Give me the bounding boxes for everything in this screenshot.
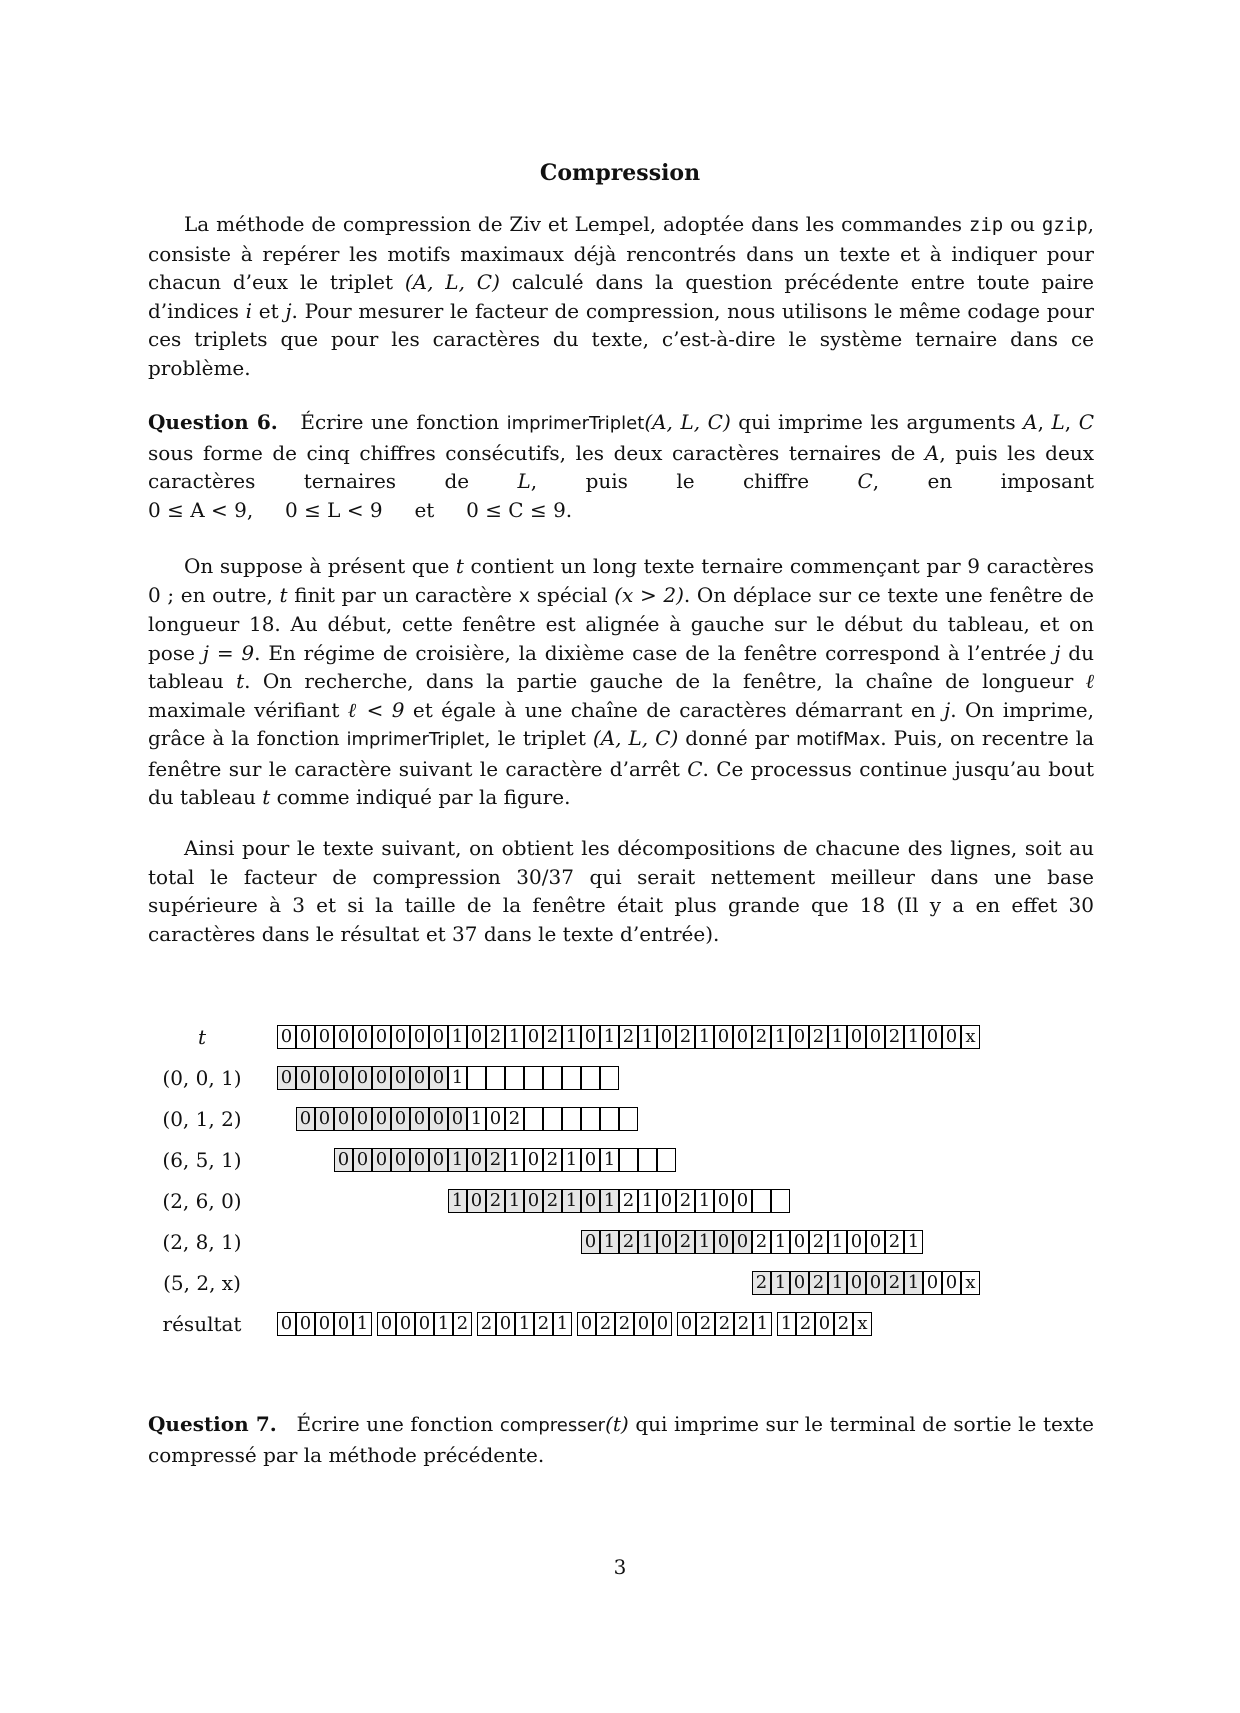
array-cell: 2 <box>543 1189 562 1213</box>
window-paragraph <box>148 552 1094 812</box>
question-7 <box>148 1410 1094 1469</box>
array-cell: 1 <box>904 1025 923 1049</box>
array-cell <box>600 1066 619 1090</box>
q6-text: Écrire une fonction <box>300 410 507 434</box>
zip-command: zip <box>968 214 1004 236</box>
array-cell: 2 <box>534 1312 553 1336</box>
array-cell: 0 <box>372 1025 391 1049</box>
p3-text: On suppose à présent que <box>184 554 456 578</box>
array-cell: 2 <box>809 1271 828 1295</box>
array-cell: 0 <box>391 1066 410 1090</box>
array-cell <box>581 1107 600 1131</box>
array-cell: 2 <box>486 1025 505 1049</box>
q6-text: sous forme de cinq chiffres consécutifs, les deux caractères ternaires de <box>148 440 925 465</box>
array-cell: 0 <box>581 1025 600 1049</box>
array-cell: 0 <box>353 1025 372 1049</box>
array-cell: 0 <box>942 1271 961 1295</box>
array-cell: 0 <box>315 1312 334 1336</box>
p3-text: . On recherche, dans la partie gauche de la fenêtre, la chaîne de longueur <box>244 669 1086 693</box>
q7-args: (t) <box>605 1412 629 1436</box>
array-cell <box>524 1107 543 1131</box>
array-cell: 2 <box>453 1312 472 1336</box>
array-cell: 0 <box>524 1189 543 1213</box>
array-cell: 2 <box>734 1312 753 1336</box>
q6-conditions: 0 ≤ A < 9, 0 ≤ L < 9 et 0 ≤ C ≤ 9. <box>148 497 573 522</box>
array-cell: 1 <box>553 1312 572 1336</box>
array-cell: 1 <box>448 1148 467 1172</box>
q6-text: , <box>1064 410 1079 434</box>
array-cell: 0 <box>790 1271 809 1295</box>
q7-text: qui imprime sur le terminal de sortie le texte compressé par la méthode précédente. <box>148 1412 1094 1467</box>
array-cell: 2 <box>715 1312 734 1336</box>
intro-paragraph <box>148 210 1094 382</box>
math-t: t <box>455 554 464 578</box>
array-cell: 0 <box>391 1107 410 1131</box>
array-cell: 2 <box>477 1312 496 1336</box>
array-cell: 0 <box>714 1230 733 1254</box>
array-cell: 0 <box>296 1025 315 1049</box>
p3-text: . On déplace sur ce texte une fenêtre de longueur 18. Au début, cette fenêtre est alignée à gauche sur le début du tableau, et on pose <box>148 582 1094 665</box>
array-cell: 0 <box>866 1025 885 1049</box>
array-cell: 1 <box>600 1148 619 1172</box>
array-cell: 2 <box>752 1271 771 1295</box>
array-cell: 1 <box>771 1271 790 1295</box>
array-cell <box>562 1066 581 1090</box>
array-cell: 1 <box>448 1066 467 1090</box>
math-j: j <box>944 697 951 722</box>
page-number: 3 <box>613 1555 627 1579</box>
array-cell: 0 <box>790 1025 809 1049</box>
array-cell: 0 <box>429 1025 448 1049</box>
array-cell: 2 <box>809 1025 828 1049</box>
array-cell: 1 <box>448 1025 467 1049</box>
row-label: (0, 1, 2) <box>162 1107 242 1131</box>
array-cell: 0 <box>391 1148 410 1172</box>
array-cell: 1 <box>904 1271 923 1295</box>
array-cell: 0 <box>677 1312 696 1336</box>
p3-text: contient un long texte ternaire commençant par 9 caractères 0 ; en outre, <box>148 554 1094 607</box>
math-t: t <box>279 582 288 607</box>
array-cell: 2 <box>885 1271 904 1295</box>
array-cell: 1 <box>505 1189 524 1213</box>
array-cell <box>543 1066 562 1090</box>
array-cell: 1 <box>353 1312 372 1336</box>
array-cell: 0 <box>815 1312 834 1336</box>
p3-text: spécial <box>530 582 615 607</box>
array-cell: 2 <box>809 1230 828 1254</box>
array-cell: 2 <box>505 1107 524 1131</box>
q7-text: Écrire une fonction <box>296 1412 500 1436</box>
array-cell: 0 <box>353 1107 372 1131</box>
array-cell: 1 <box>434 1312 453 1336</box>
array-cell: 1 <box>638 1025 657 1049</box>
array-cell: 0 <box>410 1025 429 1049</box>
q6-text: , <box>1037 410 1052 434</box>
array-cell: 0 <box>377 1312 396 1336</box>
array-cell: 0 <box>714 1189 733 1213</box>
array-cell: 2 <box>619 1189 638 1213</box>
array-cell <box>657 1148 676 1172</box>
q6-text: , puis le chiffre <box>530 469 858 493</box>
array-cell: 1 <box>695 1025 714 1049</box>
array-cell: 0 <box>396 1312 415 1336</box>
math-A: A <box>1023 410 1038 434</box>
array-cell: 0 <box>733 1025 752 1049</box>
array-cell: 0 <box>448 1107 467 1131</box>
question-6-label: Question 6. <box>148 410 278 434</box>
q6-text: , en imposant <box>872 469 1094 493</box>
array-cell: 0 <box>467 1025 486 1049</box>
array-cell: 0 <box>410 1107 429 1131</box>
array-cell: 2 <box>885 1230 904 1254</box>
array-cell: 0 <box>296 1066 315 1090</box>
array-cell <box>505 1066 524 1090</box>
p3-text: , le triplet <box>484 726 593 750</box>
array-cell: 0 <box>334 1107 353 1131</box>
p3-text: . On imprime, grâce à la fonction <box>148 697 1094 750</box>
special-char-x: x <box>518 584 531 607</box>
p3-text: du tableau <box>148 640 1094 693</box>
array-cell <box>752 1189 771 1213</box>
array-cell: 0 <box>315 1066 334 1090</box>
array-cell: 2 <box>676 1230 695 1254</box>
array-cell: 0 <box>524 1025 543 1049</box>
triplet-math: (A, L, C) <box>592 726 679 750</box>
array-cell: 1 <box>562 1025 581 1049</box>
triplet-math: (A, L, C) <box>404 270 500 294</box>
array-cell <box>486 1066 505 1090</box>
array-cell: 0 <box>467 1148 486 1172</box>
array-cell: 2 <box>676 1025 695 1049</box>
array-cell: 0 <box>429 1107 448 1131</box>
array-cell: 1 <box>600 1025 619 1049</box>
question-7-label: Question 7. <box>148 1412 277 1436</box>
array-cell: 1 <box>777 1312 796 1336</box>
array-cell: 0 <box>866 1271 885 1295</box>
array-cell: 1 <box>448 1189 467 1213</box>
math-j: j <box>285 298 292 323</box>
array-cell: 0 <box>277 1312 296 1336</box>
math-i: i <box>245 298 253 323</box>
intro-text: calculé dans la question précédente entre toute paire d’indices <box>148 270 1095 323</box>
array-cell <box>771 1189 790 1213</box>
array-cell: 0 <box>296 1312 315 1336</box>
array-cell: 0 <box>581 1148 600 1172</box>
function-motifMax: motifMax <box>796 729 881 750</box>
j-equals: j = 9 <box>202 640 255 665</box>
array-cell: 2 <box>752 1025 771 1049</box>
array-cell: 0 <box>467 1189 486 1213</box>
array-cell: 2 <box>696 1312 715 1336</box>
function-compresser: compresser <box>499 1415 606 1436</box>
array-cell: 0 <box>372 1066 391 1090</box>
intro-text: et <box>252 298 286 323</box>
array-cell: 0 <box>657 1230 676 1254</box>
p3-text: . En régime de croisière, la dixième case de la fenêtre correspond à l’entrée <box>254 640 1055 665</box>
array-cell: 2 <box>834 1312 853 1336</box>
array-cell: 1 <box>600 1189 619 1213</box>
array-cell: 0 <box>790 1230 809 1254</box>
p3-text: comme indiqué par la figure. <box>270 785 571 809</box>
array-cell: 0 <box>429 1066 448 1090</box>
array-cell: 2 <box>486 1189 505 1213</box>
array-cell: 0 <box>923 1025 942 1049</box>
array-cell: 2 <box>885 1025 904 1049</box>
array-cell: x <box>853 1312 872 1336</box>
array-cell <box>467 1066 486 1090</box>
array-cell: 0 <box>410 1148 429 1172</box>
intro-text: ou <box>1003 212 1042 236</box>
math-A: A <box>924 440 940 465</box>
ell-condition: ℓ < 9 <box>347 697 405 722</box>
p3-text: . Ce processus continue jusqu’au bout du tableau <box>148 756 1094 809</box>
array-cell: 0 <box>524 1148 543 1172</box>
array-cell: 0 <box>581 1230 600 1254</box>
array-cell <box>619 1148 638 1172</box>
math-C: C <box>857 469 873 493</box>
array-cell: 0 <box>847 1271 866 1295</box>
row-label: (0, 0, 1) <box>162 1066 242 1090</box>
array-cell: 2 <box>615 1312 634 1336</box>
q6-text: qui imprime les arguments <box>730 410 1024 434</box>
array-cell <box>619 1107 638 1131</box>
array-cell: 1 <box>695 1230 714 1254</box>
array-cell: 0 <box>847 1025 866 1049</box>
math-t: t <box>262 785 271 809</box>
array-cell: 2 <box>752 1230 771 1254</box>
array-cell: 1 <box>600 1230 619 1254</box>
array-cell <box>524 1066 543 1090</box>
array-cell: 2 <box>486 1148 505 1172</box>
array-cell: 1 <box>771 1230 790 1254</box>
array-cell: 0 <box>277 1066 296 1090</box>
array-cell: 1 <box>562 1148 581 1172</box>
array-cell: 0 <box>657 1189 676 1213</box>
array-cell: 2 <box>596 1312 615 1336</box>
array-cell: 0 <box>657 1025 676 1049</box>
array-cell: 1 <box>753 1312 772 1336</box>
array-cell: 2 <box>543 1148 562 1172</box>
function-imprimerTriplet: imprimerTriplet <box>346 729 485 750</box>
array-cell: 0 <box>315 1025 334 1049</box>
array-cell: 0 <box>415 1312 434 1336</box>
array-cell: 1 <box>638 1189 657 1213</box>
math-L: L <box>1051 410 1065 434</box>
array-cell: 0 <box>923 1271 942 1295</box>
section-title: Compression <box>539 160 701 186</box>
array-cell: 1 <box>638 1230 657 1254</box>
array-cell: 0 <box>353 1148 372 1172</box>
p3-text: maximale vérifiant <box>148 697 348 722</box>
math-ell: ℓ <box>1085 669 1094 693</box>
array-cell <box>638 1148 657 1172</box>
array-cell: 0 <box>581 1189 600 1213</box>
array-cell: 1 <box>467 1107 486 1131</box>
array-cell: 2 <box>619 1025 638 1049</box>
array-cell: 1 <box>695 1189 714 1213</box>
math-C: C <box>1078 410 1095 434</box>
array-cell: 0 <box>353 1066 372 1090</box>
array-cell <box>562 1107 581 1131</box>
array-cell: 0 <box>634 1312 653 1336</box>
row-label: (5, 2, x) <box>163 1271 241 1295</box>
array-cell: 1 <box>771 1025 790 1049</box>
array-cell <box>543 1107 562 1131</box>
array-cell: 1 <box>828 1271 847 1295</box>
array-cell: 0 <box>866 1230 885 1254</box>
array-cell: 0 <box>653 1312 672 1336</box>
row-label: t <box>197 1025 207 1049</box>
array-cell: 1 <box>562 1189 581 1213</box>
array-cell: 0 <box>372 1148 391 1172</box>
array-cell: 0 <box>391 1025 410 1049</box>
row-label: résultat <box>162 1312 242 1336</box>
array-cell: 1 <box>828 1025 847 1049</box>
array-cell: x <box>961 1271 980 1295</box>
p3-text: finit par un caractère <box>287 582 519 607</box>
row-label: (6, 5, 1) <box>162 1148 242 1172</box>
array-cell: 2 <box>619 1230 638 1254</box>
array-cell: 0 <box>410 1066 429 1090</box>
math-t: t <box>236 669 245 693</box>
array-cell: 0 <box>372 1107 391 1131</box>
array-cell: 1 <box>505 1025 524 1049</box>
array-cell: 0 <box>296 1107 315 1131</box>
array-cell: 0 <box>315 1107 334 1131</box>
array-cell: 0 <box>714 1025 733 1049</box>
array-cell: 0 <box>334 1148 353 1172</box>
array-cell: 1 <box>828 1230 847 1254</box>
intro-text: . Pour mesurer le facteur de compression, nous utilisons le même codage pour ces triplets que pour les caractères du texte, c’est-à-dire le système ternaire dans ce problème. <box>148 298 1094 380</box>
math-L: L <box>517 469 531 493</box>
array-cell: 0 <box>334 1025 353 1049</box>
gzip-command: gzip <box>1041 214 1088 236</box>
array-cell: 2 <box>676 1189 695 1213</box>
array-cell: 0 <box>334 1066 353 1090</box>
p3-text: . Puis, on recentre la fenêtre sur le caractère suivant le caractère d’arrêt <box>148 726 1094 781</box>
array-cell: 1 <box>505 1148 524 1172</box>
array-cell: 2 <box>796 1312 815 1336</box>
math-j: j <box>1054 640 1061 665</box>
row-label: (2, 8, 1) <box>162 1230 242 1254</box>
array-cell: 0 <box>577 1312 596 1336</box>
intro-text: La méthode de compression de Ziv et Lempel, adoptée dans les commandes <box>184 212 969 236</box>
q6-args: (A, L, C) <box>644 410 731 434</box>
array-cell: 0 <box>496 1312 515 1336</box>
array-cell: 0 <box>942 1025 961 1049</box>
array-cell: 0 <box>733 1230 752 1254</box>
array-cell <box>581 1066 600 1090</box>
p3-text: donné par <box>678 726 797 750</box>
array-cell <box>600 1107 619 1131</box>
array-cell: 0 <box>486 1107 505 1131</box>
example-paragraph: Ainsi pour le texte suivant, on obtient les décompositions de chacune des lignes, soit au total le facteur de compression 30/37 qui serait nettement meilleur dans une base supérieure à 3 et si la taille de la fenêtre était plus grande que 18 (Il y a en effet 30 caractères dans le résultat et 37 dans le texte d’entrée). <box>148 836 1094 946</box>
function-imprimerTriplet: imprimerTriplet <box>506 413 645 434</box>
x-condition: (x > 2) <box>614 582 684 607</box>
array-cell: 1 <box>515 1312 534 1336</box>
q6-text: , puis les deux caractères ternaires de <box>148 440 1094 493</box>
row-label: (2, 6, 0) <box>162 1189 242 1213</box>
question-6 <box>148 408 1094 524</box>
array-cell: 2 <box>543 1025 562 1049</box>
array-cell: x <box>961 1025 980 1049</box>
array-cell: 0 <box>847 1230 866 1254</box>
array-cell: 0 <box>429 1148 448 1172</box>
math-C: C <box>687 756 703 781</box>
array-cell: 0 <box>334 1312 353 1336</box>
intro-text: , consiste à repérer les motifs maximaux déjà rencontrés dans un texte et à indiquer pour chacun d’eux le triplet <box>148 212 1094 294</box>
array-cell: 0 <box>733 1189 752 1213</box>
p3-text: et égale à une chaîne de caractères démarrant en <box>404 697 945 722</box>
array-cell: 1 <box>904 1230 923 1254</box>
array-cell: 0 <box>277 1025 296 1049</box>
